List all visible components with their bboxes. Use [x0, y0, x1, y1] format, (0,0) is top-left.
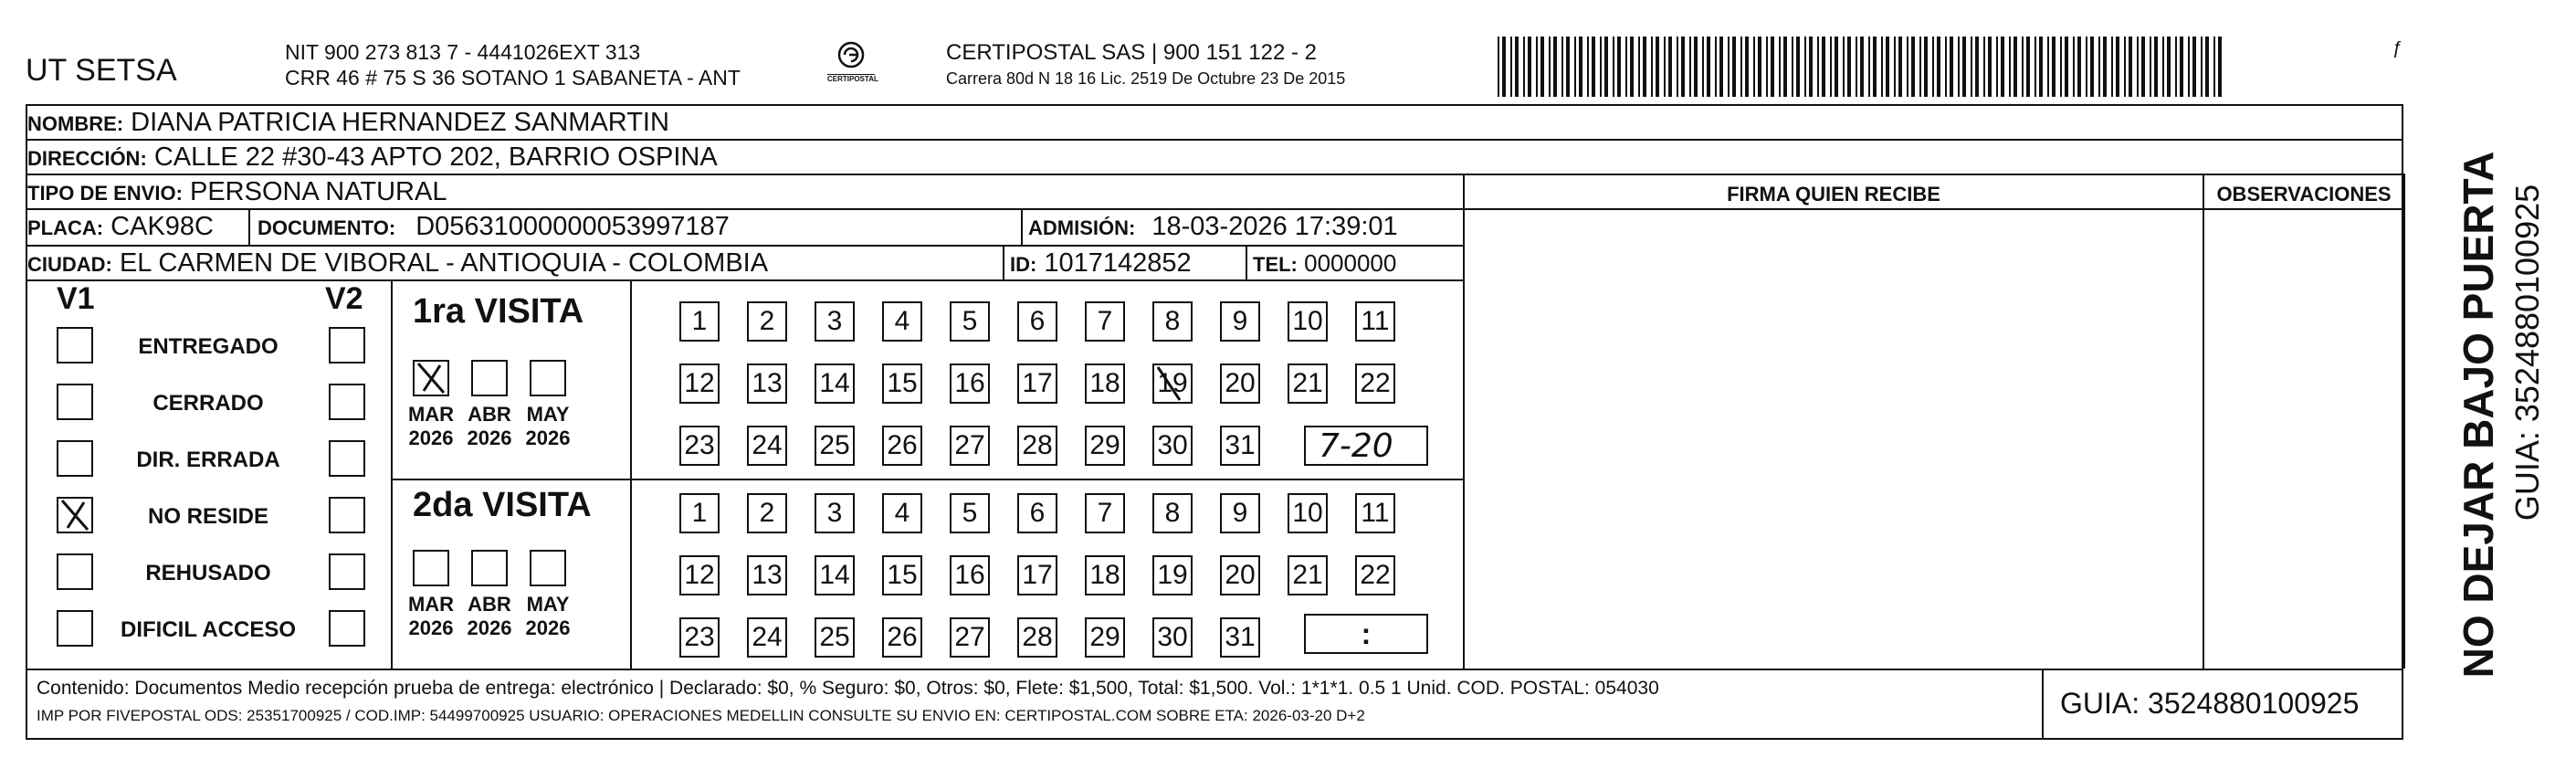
barcode-bar: [1681, 37, 1685, 97]
second-visit-title: 2da VISITA: [413, 486, 592, 524]
id-field: [1010, 247, 1192, 281]
shipment-type: PERSONA NATURAL: [189, 177, 447, 206]
month-label: MAR: [407, 403, 455, 426]
tel-label: TEL:: [1253, 253, 1298, 276]
day-box[interactable]: 17: [1017, 555, 1057, 595]
barcode-bar: [1715, 37, 1717, 97]
month-checkbox[interactable]: [413, 550, 449, 586]
day-box[interactable]: 28: [1017, 617, 1057, 658]
logo-text: CERTIPOSTAL: [827, 75, 878, 83]
month-checkbox[interactable]: [471, 360, 508, 396]
barcode-bar: [1766, 37, 1768, 97]
barcode-bar: [1643, 37, 1646, 97]
type-label: TIPO DE ENVIO:: [27, 182, 183, 205]
divider: [391, 281, 393, 669]
barcode-bar: [1613, 37, 1614, 97]
month-label: ABR: [468, 403, 511, 426]
barcode-bar: [1975, 37, 1979, 97]
barcode-bar: [2124, 37, 2126, 97]
barcode-bar: [2039, 37, 2043, 97]
barcode-bar: [1971, 37, 1972, 97]
barcode-bar: [1625, 37, 1627, 97]
address-row: [27, 141, 718, 175]
day-box[interactable]: 19: [1152, 363, 1193, 404]
barcode-bar: [1835, 37, 1838, 97]
admission-field: [1028, 210, 1398, 245]
status-v1-checkbox[interactable]: [57, 440, 93, 477]
barcode-bar: [2086, 37, 2087, 97]
barcode-bar: [1707, 37, 1710, 97]
barcode-bar: [1638, 37, 1640, 97]
barcode-bar: [2001, 37, 2004, 97]
day-box[interactable]: 9: [1220, 301, 1260, 342]
city-row: [27, 247, 768, 281]
barcode-bar: [2026, 37, 2030, 97]
barcode-bar: [1783, 37, 1787, 97]
barcode-bar: [1817, 37, 1819, 97]
barcode-bar: [1523, 37, 1525, 97]
day-box[interactable]: 4: [882, 301, 922, 342]
month-year: 2026: [467, 427, 512, 449]
document-label: DOCUMENTO:: [258, 216, 396, 239]
day-box[interactable]: 18: [1085, 363, 1125, 404]
month-label: ABR: [468, 593, 511, 616]
barcode-bar: [2162, 37, 2164, 97]
day-box[interactable]: 17: [1017, 363, 1057, 404]
barcode-bar: [1677, 37, 1678, 97]
barcode-bar: [1592, 37, 1595, 97]
barcode-bar: [1843, 37, 1845, 97]
barcode-bar: [1932, 37, 1934, 97]
barcode-bar: [2150, 37, 2151, 97]
barcode-bar: [2201, 37, 2203, 97]
divider: [1246, 247, 1247, 279]
footer-print-info: IMP POR FIVEPOSTAL ODS: 25351700925 / COD.IMP: 54499700925 USUARIO: OPERACIONES MEDELLIN CONSULTE SU ENVIO EN: CERTIPOSTAL.COM SOBRE ETA: 2026-03-20 D+2: [37, 707, 1365, 724]
day-box[interactable]: 12: [679, 555, 720, 595]
status-label: CERRADO: [152, 391, 264, 416]
type-row: [27, 175, 447, 210]
day-box[interactable]: 14: [815, 363, 855, 404]
day-box[interactable]: 28: [1017, 426, 1057, 466]
day-box[interactable]: 18: [1085, 555, 1125, 595]
recipient-name: DIANA PATRICIA HERNANDEZ SANMARTIN: [131, 108, 669, 137]
day-box[interactable]: 11: [1355, 301, 1395, 342]
status-v1-checkbox[interactable]: [57, 497, 93, 533]
document-value: D05631000000053997187: [415, 212, 730, 241]
day-box[interactable]: 24: [747, 426, 787, 466]
day-box[interactable]: 26: [882, 426, 922, 466]
day-box[interactable]: 9: [1220, 493, 1260, 533]
barcode-bar: [1502, 37, 1506, 97]
barcode-bar: [1668, 37, 1672, 97]
month-checkbox[interactable]: [413, 360, 449, 396]
barcode-bar: [2073, 37, 2075, 97]
barcode-bar: [1536, 37, 1538, 97]
day-box[interactable]: 14: [815, 555, 855, 595]
footer-content: Contenido: Documentos Medio recepción prueba de entrega: electrónico | Declarado: $0, % Seguro: $0, Otros: $0, Flete: $1,500, Total: $1,500. Vol.: 1*1*1. 0.5 1 Unid. COD. POSTAL: 054030: [37, 678, 1659, 699]
name-label: NOMBRE:: [27, 112, 124, 135]
barcode-bar: [2188, 37, 2190, 97]
status-v2-checkbox[interactable]: [329, 497, 365, 533]
barcode-bar: [1549, 37, 1551, 97]
barcode-bar: [1656, 37, 1659, 97]
second-visit-time[interactable]: [1304, 614, 1428, 654]
barcode-bar: [1579, 37, 1582, 97]
barcode-bar: [2129, 37, 2132, 97]
barcode-bar: [1898, 37, 1902, 97]
signature-area[interactable]: [1465, 210, 2201, 667]
divider: [26, 669, 2403, 670]
barcode-bar: [1728, 37, 1730, 97]
barcode-bar: [2022, 37, 2024, 97]
certipostal-logo: [827, 40, 878, 88]
barcode-bar: [1515, 37, 1519, 97]
check-mark-icon: [413, 360, 449, 396]
plate-row: [27, 210, 214, 245]
status-v2-checkbox[interactable]: [329, 384, 365, 420]
day-box[interactable]: 6: [1017, 301, 1057, 342]
v2-header: V2: [325, 281, 363, 316]
day-box[interactable]: 22: [1355, 363, 1395, 404]
observations-header: OBSERVACIONES: [2216, 183, 2392, 205]
divider: [1021, 210, 1023, 245]
first-visit-title: 1ra VISITA: [413, 292, 584, 331]
day-box[interactable]: 22: [1355, 555, 1395, 595]
barcode-bar: [2047, 37, 2049, 97]
month-year: 2026: [525, 616, 571, 639]
barcode-bar: [2060, 37, 2062, 97]
barcode-bar: [1962, 37, 1966, 97]
observations-area[interactable]: [2204, 210, 2402, 667]
barcode-bar: [1958, 37, 1960, 97]
divider: [2403, 174, 2405, 669]
plate-label: PLACA:: [27, 216, 104, 239]
barcode-bar: [1873, 37, 1877, 97]
logo-icon: [833, 40, 869, 69]
day-box[interactable]: 5: [950, 493, 990, 533]
barcode-bar: [1919, 37, 1921, 97]
barcode-bar: [2154, 37, 2158, 97]
barcode-bar: [2141, 37, 2145, 97]
side-warning: NO DEJAR BAJO PUERTA: [2455, 151, 2502, 679]
barcode-bar: [1779, 37, 1781, 97]
barcode-bar: [1587, 37, 1589, 97]
day-box[interactable]: 6: [1017, 493, 1057, 533]
day-box[interactable]: 30: [1152, 617, 1193, 658]
month-label: MAR: [407, 593, 455, 616]
barcode-bar: [1860, 37, 1864, 97]
status-panel: [27, 281, 393, 669]
month-checkbox[interactable]: [530, 360, 566, 396]
day-box[interactable]: 13: [747, 555, 787, 595]
day-box[interactable]: 31: [1220, 617, 1260, 658]
day-box[interactable]: 23: [679, 617, 720, 658]
barcode-bar: [1604, 37, 1608, 97]
day-box[interactable]: 20: [1220, 555, 1260, 595]
corner-mark: ƒ: [2392, 38, 2403, 58]
barcode-bar: [1664, 37, 1666, 97]
signature-header: FIRMA QUIEN RECIBE: [1727, 183, 1940, 205]
barcode-bar: [1561, 37, 1563, 97]
day-box[interactable]: 1: [679, 493, 720, 533]
day-box[interactable]: 8: [1152, 493, 1193, 533]
check-mark-icon: [57, 497, 93, 533]
day-box[interactable]: 24: [747, 617, 787, 658]
barcode-bar: [1566, 37, 1570, 97]
status-v2-checkbox[interactable]: [329, 553, 365, 590]
document-field: [258, 210, 730, 245]
day-box[interactable]: 29: [1085, 617, 1125, 658]
address-label: DIRECCIÓN:: [27, 147, 147, 170]
day-box[interactable]: 23: [679, 426, 720, 466]
status-v1-checkbox[interactable]: [57, 327, 93, 363]
barcode-bar: [1553, 37, 1557, 97]
certipostal-line: CERTIPOSTAL SAS | 900 151 122 - 2: [946, 40, 1317, 65]
barcode-bar: [1988, 37, 1992, 97]
barcode-bar: [1945, 37, 1947, 97]
barcode-bar: [2035, 37, 2036, 97]
barcode-bar: [1758, 37, 1761, 97]
day-box[interactable]: 27: [950, 617, 990, 658]
sender-address: CRR 46 # 75 S 36 SOTANO 1 SABANETA - ANT: [285, 66, 741, 90]
status-v2-checkbox[interactable]: [329, 610, 365, 647]
status-v1-checkbox[interactable]: [57, 610, 93, 647]
status-label: DIR. ERRADA: [136, 448, 280, 472]
month-year: 2026: [525, 427, 571, 449]
status-label: NO RESIDE: [147, 504, 269, 529]
barcode-bar: [1617, 37, 1621, 97]
barcode-bar: [1528, 37, 1531, 97]
day-box[interactable]: 10: [1288, 301, 1328, 342]
barcode-bar: [2090, 37, 2094, 97]
barcode-bar: [1950, 37, 1953, 97]
barcode-bar: [1937, 37, 1940, 97]
barcode-bar: [2180, 37, 2183, 97]
barcode-bar: [1745, 37, 1749, 97]
barcode-bar: [1600, 37, 1602, 97]
barcode-bar: [1719, 37, 1723, 97]
day-box[interactable]: 4: [882, 493, 922, 533]
status-label: REHUSADO: [145, 561, 271, 585]
day-box[interactable]: 3: [815, 301, 855, 342]
day-box[interactable]: 26: [882, 617, 922, 658]
id-label: ID:: [1010, 253, 1037, 276]
status-label: DIFICIL ACCESO: [120, 617, 296, 642]
day-box[interactable]: 21: [1288, 555, 1328, 595]
barcode-bar: [2098, 37, 2100, 97]
barcode-bar: [1894, 37, 1896, 97]
barcode-bar: [1881, 37, 1883, 97]
barcode-bar: [2077, 37, 2081, 97]
license-line: Carrera 80d N 18 16 Lic. 2519 De Octubre 23 De 2015: [946, 69, 1346, 88]
first-visit-time[interactable]: [1304, 426, 1428, 466]
divider: [2042, 669, 2044, 740]
barcode-bar: [2009, 37, 2011, 97]
day-box[interactable]: 29: [1085, 426, 1125, 466]
city-label: CIUDAD:: [27, 253, 112, 276]
side-guia: GUIA: 3524880100925: [2508, 184, 2546, 521]
day-box[interactable]: 1: [679, 301, 720, 342]
day-box[interactable]: 20: [1220, 363, 1260, 404]
day-box[interactable]: 7: [1085, 301, 1125, 342]
barcode-bar: [1886, 37, 1889, 97]
day-box[interactable]: 30: [1152, 426, 1193, 466]
barcode-bar: [2205, 37, 2209, 97]
day-box[interactable]: 15: [882, 363, 922, 404]
barcode-bar: [2137, 37, 2139, 97]
day-box[interactable]: 25: [815, 426, 855, 466]
tel-value: 0000000: [1304, 249, 1397, 277]
barcode-bar: [1732, 37, 1736, 97]
barcode-bar: [1924, 37, 1928, 97]
barcode-bar: [1856, 37, 1857, 97]
day-box[interactable]: 13: [747, 363, 787, 404]
admission-label: ADMISIÓN:: [1028, 216, 1136, 239]
barcode-bar: [2013, 37, 2017, 97]
barcode-bar: [2116, 37, 2119, 97]
divider: [1003, 247, 1004, 279]
barcode-bar: [1689, 37, 1691, 97]
day-box[interactable]: 15: [882, 555, 922, 595]
day-box[interactable]: 10: [1288, 493, 1328, 533]
month-label: MAY: [526, 593, 570, 616]
barcode-bar: [1753, 37, 1755, 97]
city-value: EL CARMEN DE VIBORAL - ANTIOQUIA - COLOMBIA: [119, 248, 769, 278]
tel-field: [1253, 247, 1396, 281]
barcode-bar: [2192, 37, 2196, 97]
name-row: [27, 106, 669, 141]
barcode-bar: [2111, 37, 2113, 97]
status-v2-checkbox[interactable]: [329, 327, 365, 363]
day-box[interactable]: 2: [747, 493, 787, 533]
barcode-bar: [1792, 37, 1793, 97]
day-box[interactable]: 11: [1355, 493, 1395, 533]
day-box[interactable]: 19: [1152, 555, 1193, 595]
day-box[interactable]: 16: [950, 555, 990, 595]
barcode-bar: [1809, 37, 1813, 97]
day-box[interactable]: 3: [815, 493, 855, 533]
barcode-bar: [1510, 37, 1512, 97]
barcode-bar: [1996, 37, 1998, 97]
barcode-bar: [1796, 37, 1800, 97]
month-year: 2026: [408, 427, 454, 449]
day-box[interactable]: 12: [679, 363, 720, 404]
barcode-bar: [1574, 37, 1576, 97]
barcode-bar: [1983, 37, 1985, 97]
recipient-address: CALLE 22 #30-43 APTO 202, BARRIO OSPINA: [153, 142, 718, 172]
divider: [248, 210, 250, 245]
barcode-bar: [1822, 37, 1825, 97]
barcode-bar: [2103, 37, 2107, 97]
admission-value: 18-03-2026 17:39:01: [1151, 212, 1398, 241]
day-box[interactable]: 2: [747, 301, 787, 342]
barcode-bar: [1540, 37, 1544, 97]
barcode-bar: [1868, 37, 1870, 97]
barcode-bar: [1630, 37, 1634, 97]
footer-guia: GUIA: 3524880100925: [2060, 687, 2360, 720]
barcode-bar: [1911, 37, 1915, 97]
day-box[interactable]: 21: [1288, 363, 1328, 404]
barcode-bar: [1498, 37, 1499, 97]
v1-header: V1: [57, 281, 95, 316]
day-box[interactable]: 25: [815, 617, 855, 658]
month-checkbox[interactable]: [471, 550, 508, 586]
barcode-bar: [1771, 37, 1774, 97]
nit-line: NIT 900 273 813 7 - 4441026EXT 313: [285, 40, 641, 64]
day-box[interactable]: 8: [1152, 301, 1193, 342]
barcode-bar: [2167, 37, 2171, 97]
barcode: [1498, 37, 2228, 97]
status-v2-checkbox[interactable]: [329, 440, 365, 477]
month-label: MAY: [526, 403, 570, 426]
day-box[interactable]: 5: [950, 301, 990, 342]
status-label: ENTREGADO: [138, 334, 279, 359]
barcode-bar: [2213, 37, 2215, 97]
barcode-bar: [2218, 37, 2222, 97]
barcode-bar: [2065, 37, 2068, 97]
day-box[interactable]: 27: [950, 426, 990, 466]
barcode-bar: [1702, 37, 1704, 97]
divider: [630, 281, 632, 669]
barcode-bar: [1740, 37, 1742, 97]
day-box[interactable]: 16: [950, 363, 990, 404]
company-name: UT SETSA: [26, 53, 177, 88]
day-box[interactable]: 31: [1220, 426, 1260, 466]
id-value: 1017142852: [1044, 248, 1192, 278]
month-checkbox[interactable]: [530, 550, 566, 586]
first-visit-time-value: 7-20: [1319, 427, 1393, 465]
plate-value: CAK98C: [110, 212, 214, 241]
month-year: 2026: [467, 616, 512, 639]
status-v1-checkbox[interactable]: [57, 384, 93, 420]
divider: [391, 479, 1463, 480]
day-box[interactable]: 7: [1085, 493, 1125, 533]
status-v1-checkbox[interactable]: [57, 553, 93, 590]
second-visit-time-value: :: [1361, 617, 1372, 650]
month-year: 2026: [408, 616, 454, 639]
barcode-bar: [1804, 37, 1806, 97]
barcode-bar: [1651, 37, 1653, 97]
barcode-bar: [2052, 37, 2056, 97]
barcode-bar: [1694, 37, 1698, 97]
barcode-bar: [1847, 37, 1851, 97]
barcode-bar: [1907, 37, 1908, 97]
barcode-bar: [1830, 37, 1832, 97]
barcode-bar: [2175, 37, 2177, 97]
